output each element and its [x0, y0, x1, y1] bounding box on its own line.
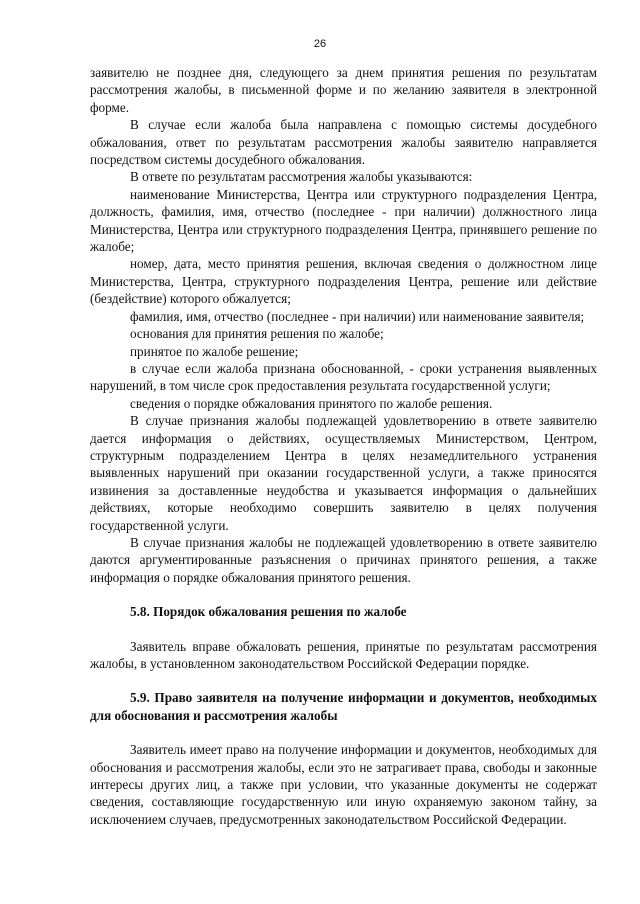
- list-item: сведения о порядке обжалования принятого по жалобе решения.: [130, 395, 493, 411]
- section-5-8-text: Заявитель вправе обжаловать решения, принятые по результатам рассмотрения жалобы, в установленном законодательством Российской Федерации порядке.: [90, 638, 597, 671]
- section-heading-5-8: 5.8. Порядок обжалования решения по жалобе: [130, 604, 407, 620]
- paragraph: В случае признания жалобы не подлежащей удовлетворению в ответе заявителю даются аргументированные разъяснения о причинах принятого решения, а также информация о порядке обжалования принятого решения.: [90, 534, 597, 585]
- paragraph: заявителю не позднее дня, следующего за днем принятия решения по результатам рассмотрения жалобы, в письменной форме и по желанию заявителя в электронной форме.: [90, 65, 597, 115]
- section-heading-5-9: 5.9. Право заявителя на получение информации и документов, необходимых для обоснования и рассмотрения жалобы: [90, 690, 597, 723]
- list-item: наименование Министерства, Центра или структурного подразделения Центра, должность, фамилия, имя, отчество (последнее - при наличии) должностного лица Министерства, Центра или структурного подразделения Центра, принявшего решение по жалобе;: [90, 186, 597, 255]
- document-body: [90, 64, 597, 828]
- paragraph: В ответе по результатам рассмотрения жалобы указываются:: [130, 169, 473, 185]
- list-item: фамилия, имя, отчество (последнее - при наличии) или наименование заявителя;: [130, 308, 585, 324]
- list-item: в случае если жалоба признана обоснованной, - сроки устранения выявленных нарушений, в том числе срок предоставления результата государственной услуги;: [90, 360, 597, 394]
- section-5-9-text: Заявитель имеет право на получение информации и документов, необходимых для обоснования и рассмотрения жалобы, если это не затрагивает права, свободы и законные интересы других лиц, а также при условии, что указанные документы не содержат сведения, составляющие государственную или иную охраняемую законом тайну, за исключением случаев, предусмотренных законодательством Российской Федерации.: [90, 742, 597, 827]
- list-item: номер, дата, место принятия решения, включая сведения о должностном лице Министерства, Центра, структурного подразделения Центра, решение или действие (бездействие) которого обжалуется;: [90, 256, 597, 307]
- page-number: 26: [313, 38, 327, 50]
- list-item: принятое по жалобе решение;: [130, 343, 299, 359]
- list-item: основания для принятия решения по жалобе;: [130, 326, 384, 342]
- paragraph: В случае признания жалобы подлежащей удовлетворению в ответе заявителю дается информация о действиях, осуществляемых Министерством, Центром, структурным подразделением Центра в целях незамедлительного устранения выявленных нарушений при оказании государственной услуги, а также приносятся извинения за доставленные неудобства и указывается информация о дальнейших действиях, которые необходимо совершить заявителю в целях получения государственной услуги.: [90, 413, 597, 533]
- paragraph: В случае если жалоба была направлена с помощью системы досудебного обжалования, ответ по результатам рассмотрения жалобы заявителю направляется посредством системы досудебного обжалования.: [90, 117, 597, 168]
